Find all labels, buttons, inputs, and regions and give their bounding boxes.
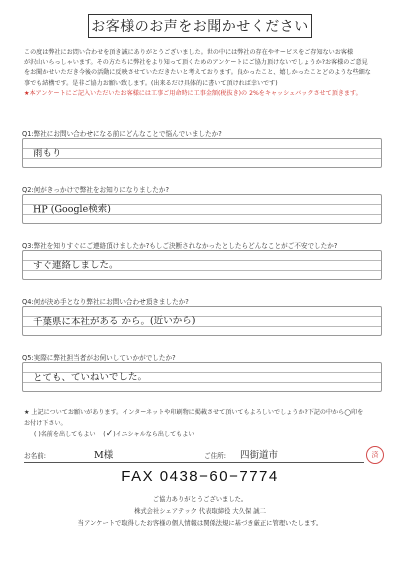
intro-line: が沢山いらっしゃいます。その方たちに弊社をより知って頂くためのアンケートにご協力頂けないでしょうか?お客様のご意見 — [24, 59, 368, 67]
answer-box[interactable] — [22, 194, 382, 224]
intro-line: をお聞かせいただき今後の活動に反映させていただきたいと考えております。良かったこと、嬉しかったことどのような些細な — [24, 69, 371, 77]
consent-text: ★ 上記についてお願いがあります。インターネットや印刷物に掲載させて頂いてもよろしいでしょうか?下記の中から◯印を — [24, 409, 364, 416]
intro-line: 事でも結構です。是非ご協力お願い致します。(出来るだけ具体的に書いて頂ければ幸いです) — [24, 79, 278, 87]
answer-box[interactable] — [22, 138, 382, 168]
customer-info-row — [24, 444, 364, 463]
option-name-ok[interactable]: ( )名前を出してもよい — [34, 431, 96, 438]
question-label: Q5:実際に弊社担当者がお伺いしていかがでしたか? — [22, 354, 176, 362]
consent-options — [24, 429, 384, 441]
question-label: Q1:弊社にお問い合わせになる前にどんなことで悩んでいましたか? — [22, 130, 222, 138]
page-title: お客様のお声をお聞かせください — [88, 14, 312, 38]
publication-consent — [24, 408, 384, 441]
question-2 — [22, 184, 382, 224]
intro-line: この度は弊社にお問い合わせを頂き誠にありがとうございました。世の中には弊社の存在やサービスをご存知ないお客様 — [24, 49, 354, 56]
name-label: お名前: — [24, 452, 47, 460]
handwritten-answer: 雨もり — [32, 147, 62, 160]
intro-text — [24, 48, 380, 99]
question-label: Q4:何が決め手となり弊社にお問い合わせ頂きましたか? — [22, 298, 189, 306]
company-text: 株式会社シェアテック 代表取締役 大久保 誠二 — [134, 508, 266, 515]
option-label: )イニシャルなら出してもよい — [113, 431, 195, 438]
answer-box[interactable] — [22, 250, 382, 280]
received-stamp: 済 — [366, 446, 384, 464]
cashback-note: ★本アンケートにご記入いただいたお客様には工事ご用命時に工事金額(税抜き)の 2%をキャッシュバックさせて頂きます。 — [24, 89, 362, 97]
question-5 — [22, 352, 382, 392]
fax-number: FAX 0438−60−7774 — [121, 468, 279, 485]
check-mark-icon: ✓ — [105, 429, 114, 439]
handwritten-answer: すぐ連絡しました。 — [32, 259, 119, 272]
address-value[interactable]: 四街道市 — [240, 450, 279, 461]
answer-box[interactable] — [22, 362, 382, 392]
question-label: Q3:弊社を知りすぐにご連絡頂けましたか?もしご決断されなかったとしたらどんなことがご不安でしたか? — [22, 242, 338, 250]
answer-box[interactable] — [22, 306, 382, 336]
privacy-text: 当アンケートで取得したお客様の個人情報は関係法規に基づき厳正に管理いたします。 — [77, 520, 323, 527]
question-3 — [22, 240, 382, 280]
question-1 — [22, 128, 382, 168]
option-initials-ok[interactable] — [103, 431, 194, 438]
thanks-text: ご協力ありがとうございました。 — [152, 496, 248, 503]
name-value[interactable]: M様 — [94, 450, 114, 461]
handwritten-answer: HP (Google検索) — [32, 203, 111, 216]
option-bracket: ( — [103, 431, 106, 438]
consent-text: お付け下さい。 — [24, 419, 67, 427]
question-label: Q2:何がきっかけで弊社をお知りになりましたか? — [22, 186, 169, 194]
question-4 — [22, 296, 382, 336]
address-label: ご住所: — [204, 452, 227, 460]
handwritten-answer: とても、ていねいでした。 — [32, 371, 148, 384]
handwritten-answer: 千葉県に本社がある から。(近いから) — [32, 315, 196, 328]
